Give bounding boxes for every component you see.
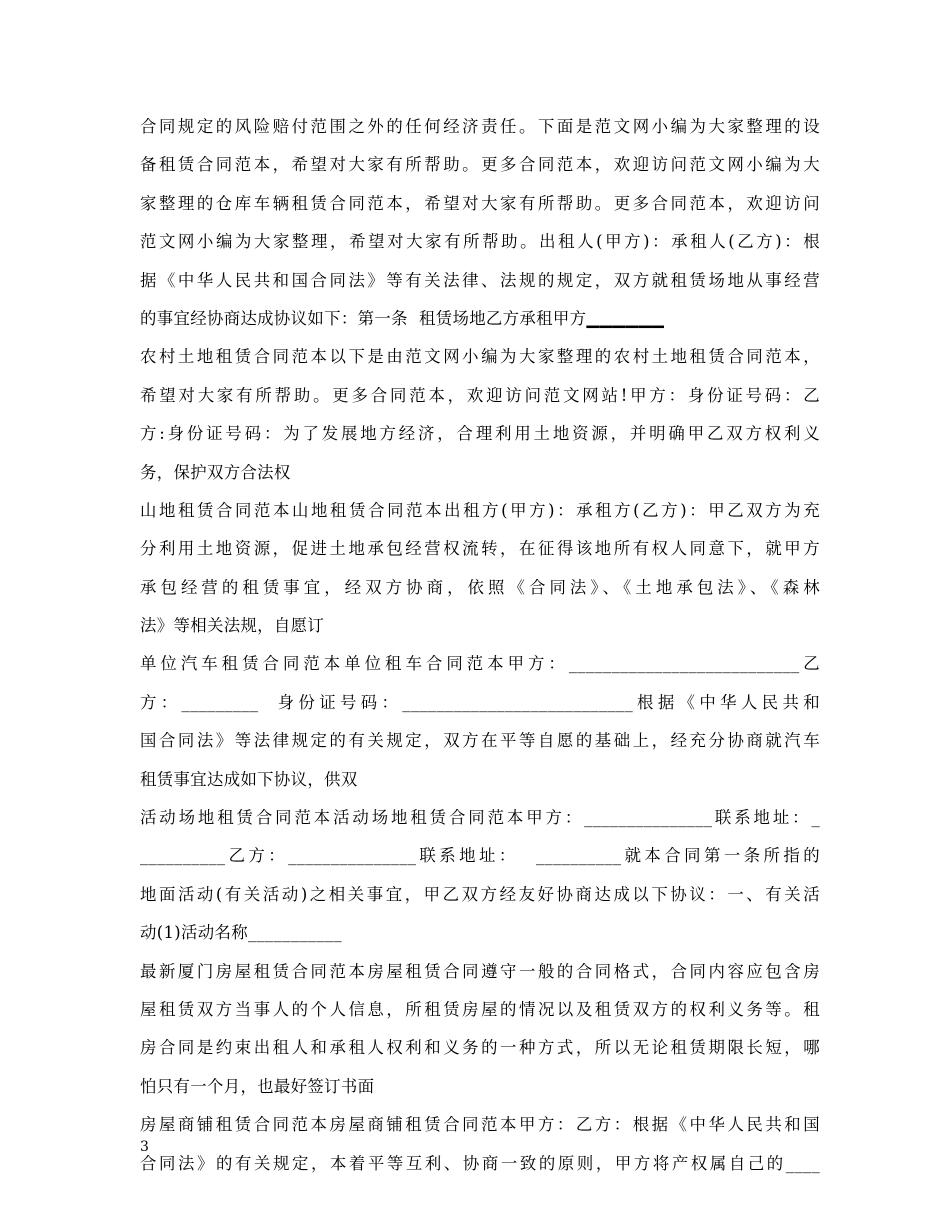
text-line: 分利用土地资源，促进土地承包经营权流转，在征得该地所有权人同意下，就甲方 [140, 539, 820, 559]
text-line: 怕只有一个月，也最好签订书面 [140, 1076, 375, 1096]
text-line: 方：_________ 身份证号码：___________________________根据《中华人民共和 [140, 692, 820, 712]
text-line: 屋租赁双方当事人的个人信息，所租赁房屋的情况以及租赁双方的权利义务等。租 [140, 999, 820, 1019]
text-line: 备租赁合同范本，希望对大家有所帮助。更多合同范本，欢迎访问范文网小编为大 [140, 155, 820, 175]
text-line: 单位汽车租赁合同范本单位租车合同范本甲方：___________________________乙 [140, 654, 820, 674]
text-line: 租赁事宜达成如下协议，供双 [140, 769, 358, 789]
text-line: 最新厦门房屋租赁合同范本房屋租赁合同遵守一般的合同格式，合同内容应包含房 [140, 961, 820, 981]
text-line: 山地租赁合同范本山地租赁合同范本出租方(甲方)：承租方(乙方)：甲乙双方为充 [140, 500, 820, 520]
text-line: 范文网小编为大家整理，希望对大家有所帮助。出租人(甲方)：承租人(乙方)：根 [140, 232, 820, 252]
text-line: 的事宜经协商达成协议如下：第一条 租赁场地乙方承租甲方▁▁▁▁▁▁ [140, 308, 665, 328]
text-line: 承包经营的租赁事宜，经双方协商，依照《合同法》、《土地承包法》、《森林 [140, 577, 820, 597]
document-body [140, 108, 820, 1183]
page-number: 3 [140, 1139, 149, 1155]
text-line: 据《中华人民共和国合同法》等有关法律、法规的规定，双方就租赁场地从事经营 [140, 270, 820, 290]
text-line: 动(1)活动名称___________ [140, 923, 342, 943]
text-line: 务，保护双方合法权 [140, 462, 291, 482]
text-line: 地面活动(有关活动)之相关事宜，甲乙双方经友好协商达成以下协议：一、有关活 [140, 884, 820, 904]
text-line: 合同法》的有关规定，本着平等互利、协商一致的原则，甲方将产权属自己的____ [140, 1153, 820, 1173]
text-line: 家整理的仓库车辆租赁合同范本，希望对大家有所帮助。更多合同范本，欢迎访问 [140, 193, 820, 213]
text-line: 合同规定的风险赔付范围之外的任何经济责任。下面是范文网小编为大家整理的设 [140, 117, 820, 136]
text-line: 法》等相关法规，自愿订 [140, 616, 325, 636]
text-line: 农村土地租赁合同范本以下是由范文网小编为大家整理的农村土地租赁合同范本， [140, 347, 820, 367]
text-line: 方:身份证号码：为了发展地方经济，合理利用土地资源，并明确甲乙双方权利义 [140, 424, 820, 444]
text-line: 房屋商铺租赁合同范本房屋商铺租赁合同范本甲方：乙方：根据《中华人民共和国 [140, 1115, 820, 1135]
text-line: __________乙方：_______________联系地址： __________就本合同第一条所指的 [140, 846, 820, 866]
text-line: 活动场地租赁合同范本活动场地租赁合同范本甲方：_______________联系地址：_ [140, 808, 820, 828]
text-line: 国合同法》等法律规定的有关规定，双方在平等自愿的基础上，经充分协商就汽车 [140, 731, 820, 751]
text-line: 希望对大家有所帮助。更多合同范本，欢迎访问范文网站!甲方：身份证号码：乙 [140, 385, 820, 405]
text-line: 房合同是约束出租人和承租人权利和义务的一种方式，所以无论租赁期限长短，哪 [140, 1038, 820, 1058]
